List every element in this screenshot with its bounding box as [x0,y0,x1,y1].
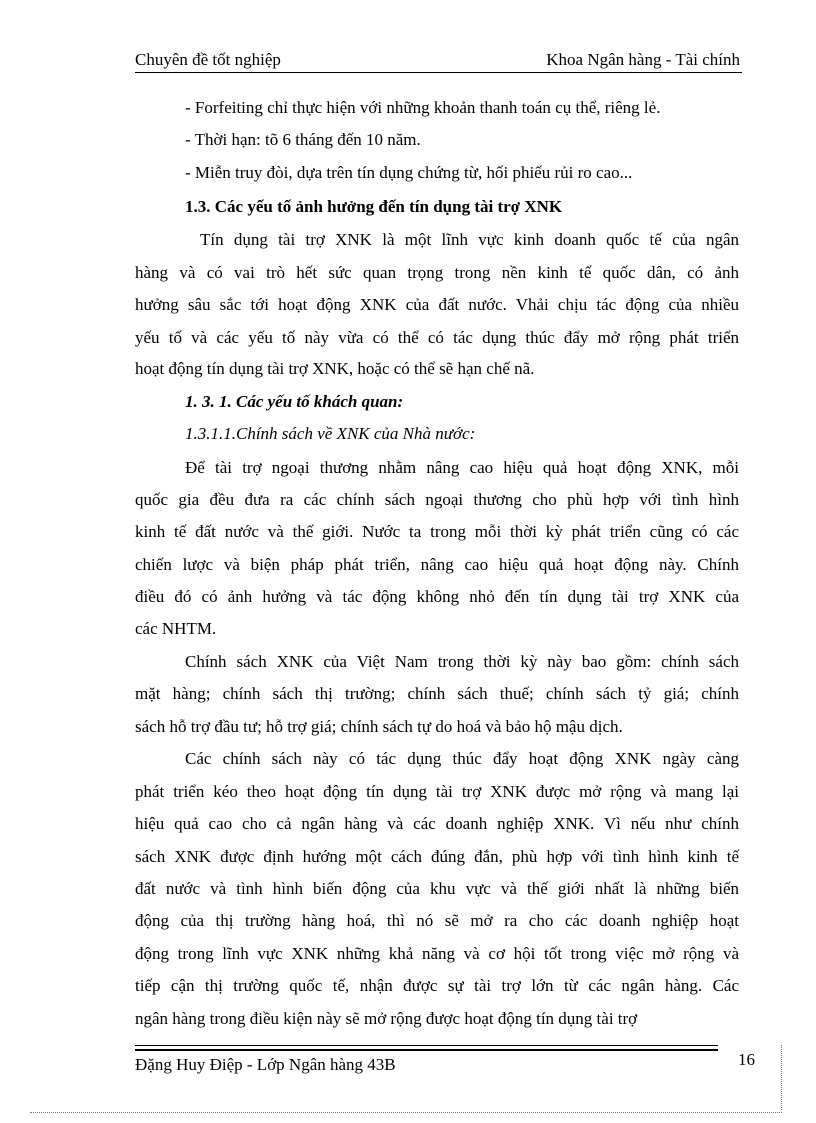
page-border-dotted-vertical [781,1045,782,1110]
paragraph-line: Tín dụng tài trợ XNK là một lĩnh vực kinh doanh quốc tế của ngân [200,230,739,249]
paragraph-line: phát triển kéo theo hoạt động tín dụng tài trợ XNK được mở rộng và mang lại [135,782,739,801]
header-left-title: Chuyên đề tốt nghiệp [135,50,281,69]
bullet-duration: - Thời hạn: tõ 6 tháng đến 10 năm. [185,130,421,149]
paragraph-line: tiếp cận thị trường quốc tế, nhận được sự tài trợ lớn từ các ngân hàng. Các [135,976,739,995]
paragraph-line: các NHTM. [135,619,217,638]
section-heading-1-3-1-1: 1.3.1.1.Chính sách về XNK của Nhà nước: [185,424,476,443]
header-right-title: Khoa Ngân hàng - Tài chính [546,50,740,69]
paragraph-line: điều đó có ảnh hưởng và tác động không nhỏ đến tín dụng tài trợ XNK của [135,587,739,606]
paragraph-line: kinh tế đất nước và thế giới. Nước ta trong mỗi thời kỳ phát triển cũng có các [135,522,739,541]
paragraph-line: hiệu quả cao cho cả ngân hàng và các doanh nghiệp XNK. Vì nếu như chính [135,814,739,833]
paragraph-line: sách hỗ trợ đầu tư; hỗ trợ giá; chính sách tự do hoá và bảo hộ mậu dịch. [135,717,623,736]
paragraph-line: yếu tố và các yếu tố này vừa có thể có tác dụng thúc đẩy mở rộng phát triển [135,328,739,347]
footer-author: Đặng Huy Điệp - Lớp Ngân hàng 43B [135,1055,396,1074]
paragraph-line: mặt hàng; chính sách thị trường; chính sách thuế; chính sách tỷ giá; chính [135,684,739,703]
paragraph-line: Chính sách XNK của Việt Nam trong thời kỳ này bao gồm: chính sách [185,652,739,671]
paragraph-line: sách XNK được định hướng một cách đúng đắn, phù hợp với tình hình kinh tế [135,847,739,866]
footer-rule-thick [135,1049,718,1051]
paragraph-line: Để tài trợ ngoại thương nhằm nâng cao hiệu quả hoạt động XNK, mỗi [185,458,739,477]
page-border-dotted-horizontal [30,1112,782,1113]
page-number: 16 [738,1050,755,1069]
page-header [135,50,742,74]
paragraph-line: đất nước và tình hình biến động của khu vực và thế giới nhất là những biến [135,879,739,898]
paragraph-line: động của thị trường hàng hoá, thì nó sẽ mở ra cho các doanh nghiệp hoạt [135,911,739,930]
header-rule [135,72,742,73]
bullet-recourse: - Miễn truy đòi, dựa trên tín dụng chứng từ, hối phiếu rủi ro cao... [185,163,633,182]
paragraph-line: hưởng sâu sắc tới hoạt động XNK của đất nước. Vhải chịu tác động của nhiều [135,295,739,314]
footer-rule-thin [135,1045,718,1046]
paragraph-line: ngân hàng trong điều kiện này sẽ mở rộng được hoạt động tín dụng tài trợ [135,1009,638,1028]
section-heading-1-3: 1.3. Các yếu tố ảnh hưởng đến tín dụng tài trợ XNK [185,197,563,216]
section-heading-1-3-1: 1. 3. 1. Các yếu tố khách quan: [185,392,404,411]
paragraph-line: hoạt động tín dụng tài trợ XNK, hoặc có thể sẽ hạn chế nã. [135,359,535,378]
paragraph-line: Các chính sách này có tác dụng thúc đẩy hoạt động XNK ngày càng [185,749,739,768]
paragraph-line: chiến lược và biện pháp phát triển, nâng cao hiệu quả hoạt động này. Chính [135,555,739,574]
paragraph-line: hàng và có vai trò hết sức quan trọng trong nền kinh tế quốc dân, có ảnh [135,263,739,282]
paragraph-line: quốc gia đều đưa ra các chính sách ngoại thương cho phù hợp với tình hình [135,490,739,509]
paragraph-line: động trong lĩnh vực XNK những khả năng và cơ hội tốt trong việc mở rộng và [135,944,739,963]
bullet-forfeiting: - Forfeiting chỉ thực hiện với những khoản thanh toán cụ thể, riêng lẻ. [185,98,661,117]
